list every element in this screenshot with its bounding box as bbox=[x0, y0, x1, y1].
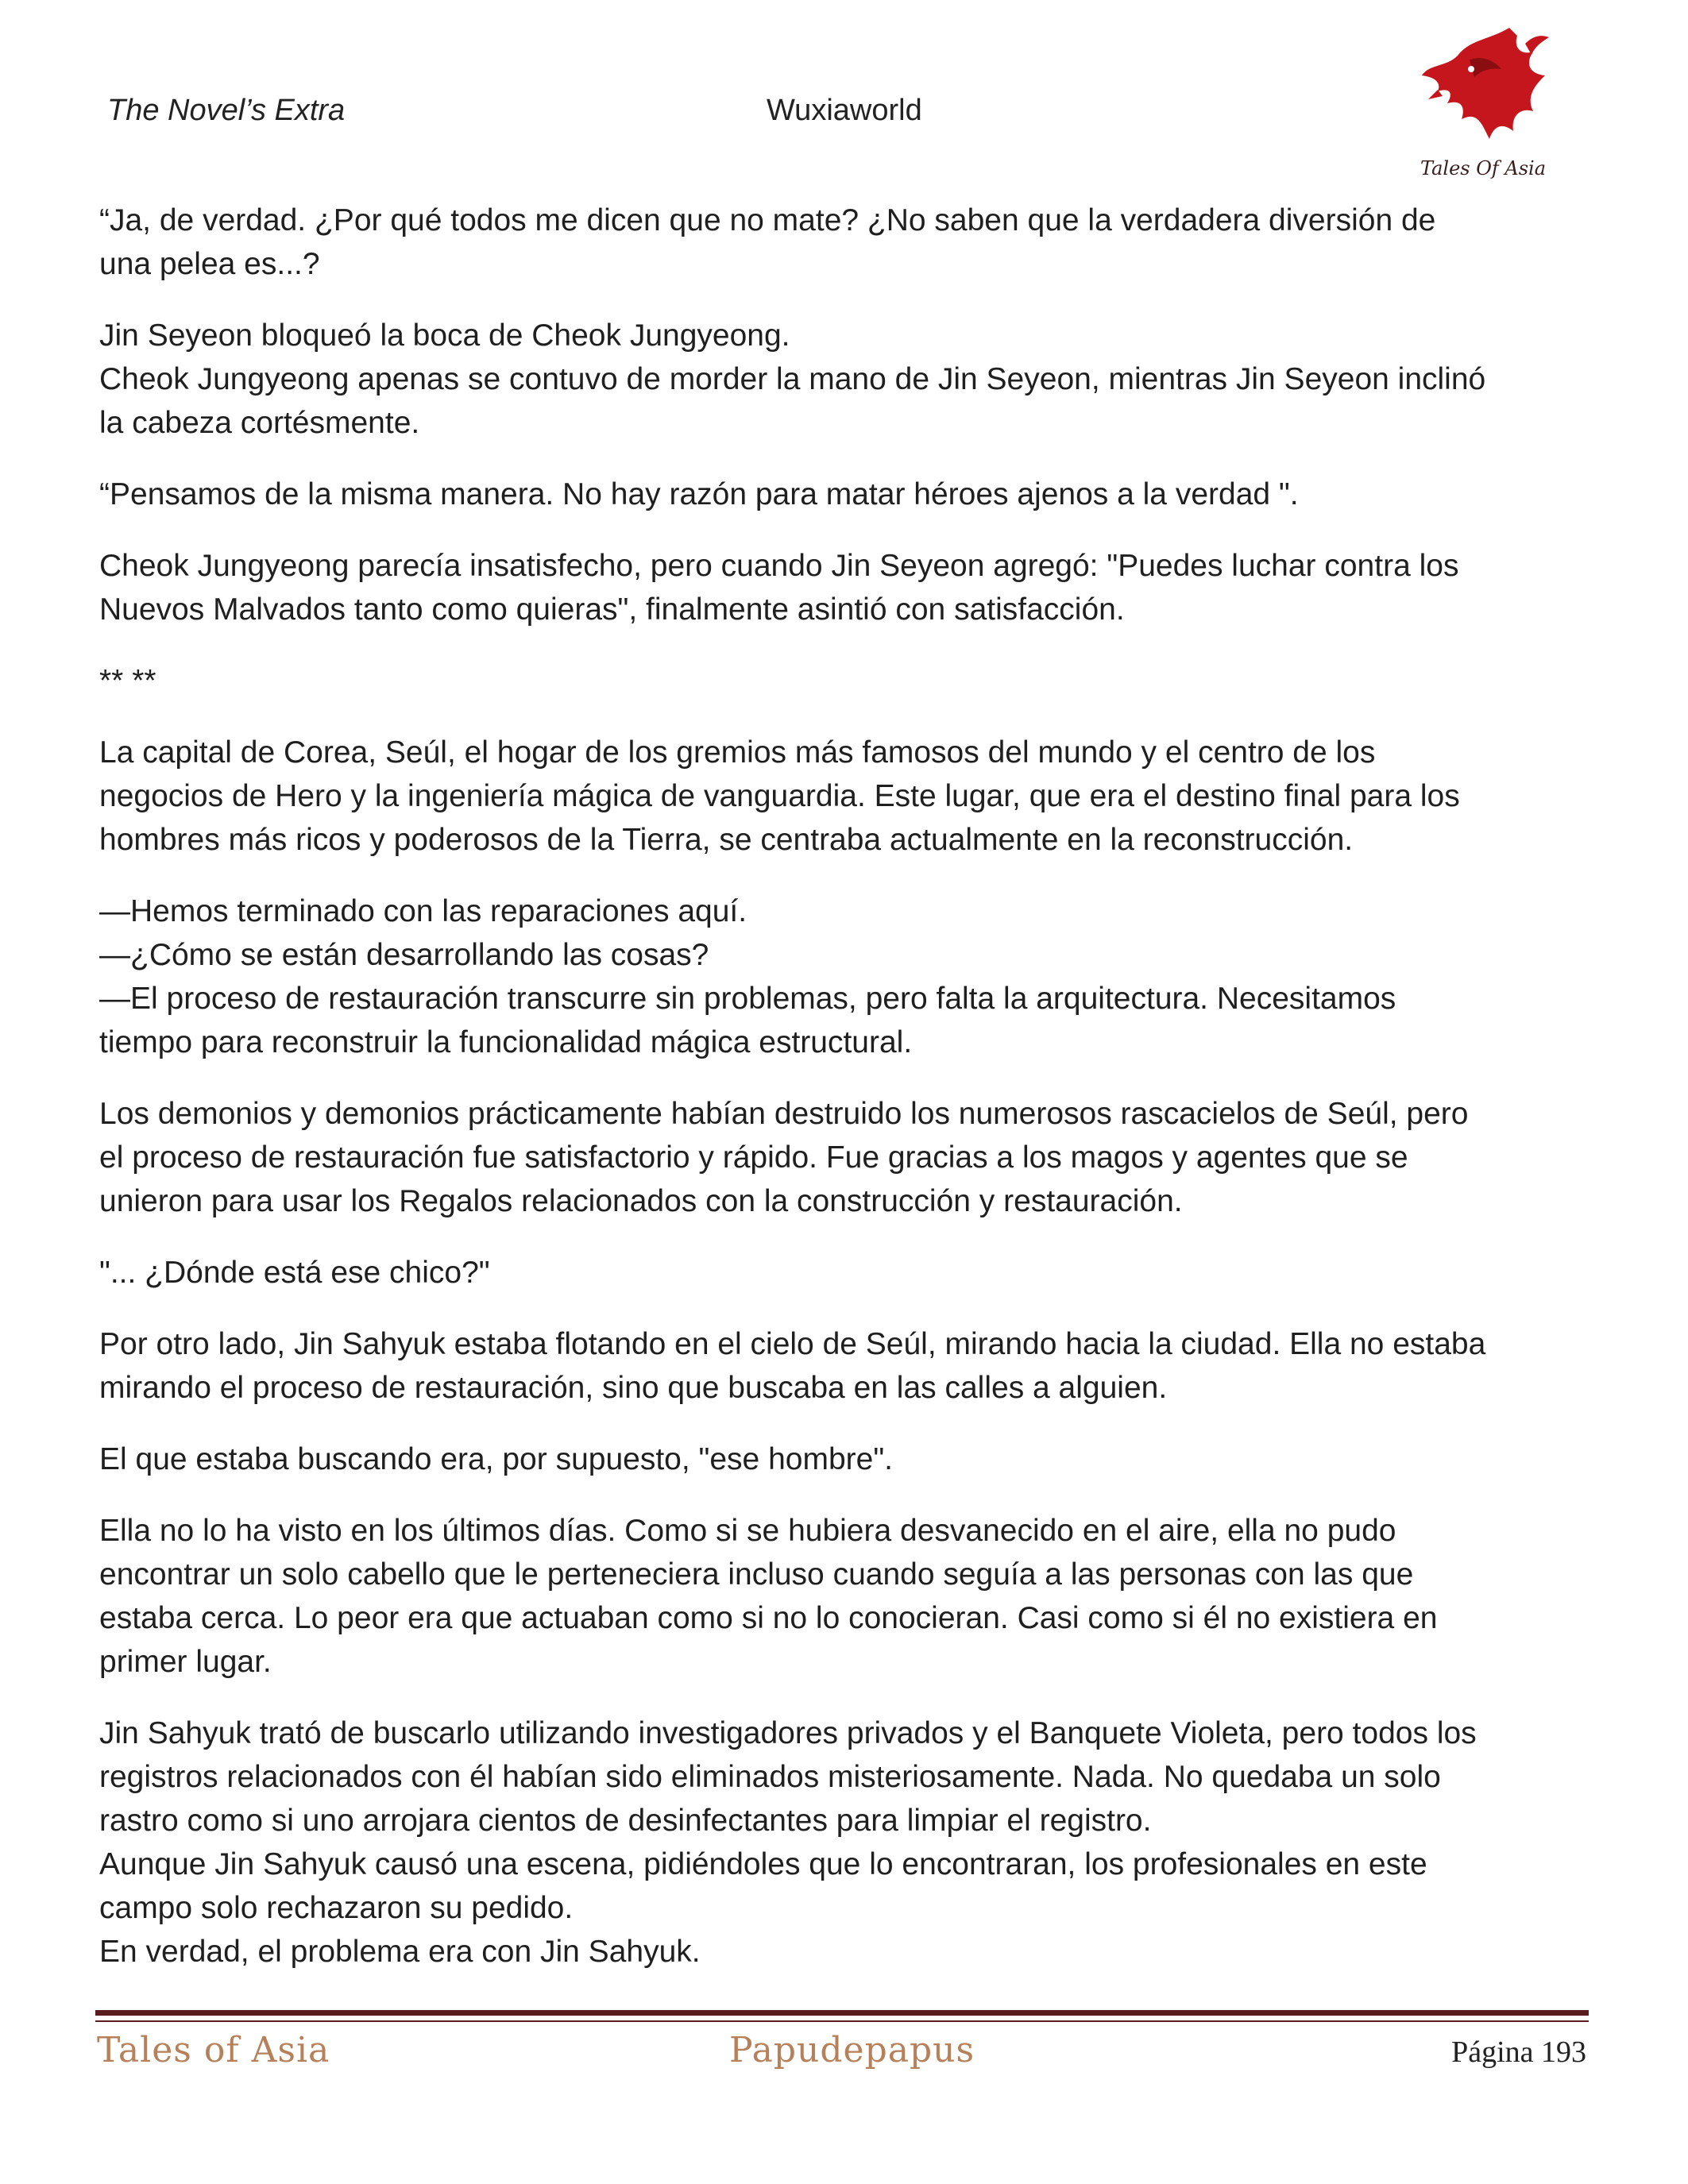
paragraph-line: Cheok Jungyeong apenas se contuvo de morder la mano de Jin Seyeon, mientras Jin Seyeon inclinó bbox=[99, 362, 1486, 396]
paragraph-line: campo solo rechazaron su pedido. bbox=[99, 1891, 574, 1925]
paragraph-line: Jin Sahyuk trató de buscarlo utilizando investigadores privados y el Banquete Violeta, pero todos los bbox=[99, 1716, 1477, 1750]
paragraph bbox=[99, 199, 1593, 286]
footer-rule-thin bbox=[95, 2020, 1589, 2022]
paragraph-line: —Hemos terminado con las reparaciones aquí. bbox=[99, 894, 747, 928]
paragraph-line: —El proceso de restauración transcurre sin problemas, pero falta la arquitectura. Necesitamos bbox=[99, 982, 1396, 1016]
paragraph-line: “Pensamos de la misma manera. No hay razón para matar héroes ajenos a la verdad ". bbox=[99, 477, 1299, 511]
paragraph-line: tiempo para reconstruir la funcionalidad mágica estructural. bbox=[99, 1025, 913, 1059]
dragon-icon bbox=[1414, 20, 1553, 187]
paragraph-line: “Ja, de verdad. ¿Por qué todos me dicen que no mate? ¿No saben que la verdadera diversión de bbox=[99, 203, 1436, 237]
paragraph-line: Ella no lo ha visto en los últimos días. Como si se hubiera desvanecido en el aire, ella no pudo bbox=[99, 1514, 1396, 1548]
paragraph-line: Cheok Jungyeong parecía insatisfecho, pero cuando Jin Seyeon agregó: "Puedes luchar contra los bbox=[99, 549, 1459, 583]
paragraph bbox=[99, 731, 1593, 862]
paragraph-line: Aunque Jin Sahyuk causó una escena, pidiéndoles que lo encontraran, los profesionales en este bbox=[99, 1847, 1427, 1881]
paragraph-line: el proceso de restauración fue satisfactorio y rápido. Fue gracias a los magos y agentes que se bbox=[99, 1140, 1408, 1175]
paragraph bbox=[99, 544, 1593, 631]
paragraph-line: Por otro lado, Jin Sahyuk estaba flotando en el cielo de Seúl, mirando hacia la ciudad. Ella no estaba bbox=[99, 1327, 1486, 1361]
paragraph-line: ** ** bbox=[99, 664, 156, 698]
paragraph-line: una pelea es...? bbox=[99, 247, 320, 281]
footer-rule-thick bbox=[95, 2010, 1589, 2016]
chapter-text bbox=[99, 199, 1593, 2001]
paragraph-line: primer lugar. bbox=[99, 1645, 272, 1679]
paragraph-line: Los demonios y demonios prácticamente habían destruido los numerosos rascacielos de Seúl, pero bbox=[99, 1097, 1469, 1131]
paragraph bbox=[99, 1509, 1593, 1684]
paragraph bbox=[99, 1092, 1593, 1223]
paragraph bbox=[99, 1711, 1593, 1974]
paragraph bbox=[99, 889, 1593, 1064]
paragraph-line: estaba cerca. Lo peor era que actuaban como si no lo conocieran. Casi como si él no existiera en bbox=[99, 1601, 1438, 1635]
paragraph bbox=[99, 473, 1593, 516]
footer-site-name: Tales of Asia bbox=[97, 2030, 330, 2070]
paragraph bbox=[99, 1437, 1593, 1481]
paragraph-line: La capital de Corea, Seúl, el hogar de los gremios más famosos del mundo y el centro de los bbox=[99, 735, 1376, 770]
paragraph-line: El que estaba buscando era, por supuesto, "ese hombre". bbox=[99, 1442, 893, 1476]
svg-text:Tales Of Asia: Tales Of Asia bbox=[1420, 157, 1547, 179]
paragraph-line: En verdad, el problema era con Jin Sahyuk. bbox=[99, 1935, 701, 1969]
paragraph-line: —¿Cómo se están desarrollando las cosas? bbox=[99, 938, 709, 972]
paragraph-line: la cabeza cortésmente. bbox=[99, 406, 420, 440]
paragraph-line: "... ¿Dónde está ese chico?" bbox=[99, 1256, 490, 1290]
paragraph-line: Nuevos Malvados tanto como quieras", finalmente asintió con satisfacción. bbox=[99, 592, 1125, 627]
paragraph-line: negocios de Hero y la ingeniería mágica de vanguardia. Este lugar, que era el destino final para los bbox=[99, 779, 1460, 813]
footer-translator: Papudepapus bbox=[729, 2030, 975, 2070]
paragraph-line: unieron para usar los Regalos relacionados con la construcción y restauración. bbox=[99, 1184, 1183, 1218]
paragraph-line: hombres más ricos y poderosos de la Tierra, se centraba actualmente en la reconstrucción. bbox=[99, 823, 1354, 857]
paragraph bbox=[99, 1322, 1593, 1410]
paragraph bbox=[99, 1251, 1593, 1295]
paragraph-line: mirando el proceso de restauración, sino que buscaba en las calles a alguien. bbox=[99, 1371, 1168, 1405]
paragraph bbox=[99, 659, 1593, 703]
header-novel-title: The Novel’s Extra bbox=[107, 94, 346, 127]
paragraph-line: encontrar un solo cabello que le perteneciera incluso cuando seguía a las personas con las que bbox=[99, 1557, 1414, 1592]
tales-of-asia-logo bbox=[1414, 20, 1553, 187]
paragraph-line: registros relacionados con él habían sido eliminados misteriosamente. Nada. No quedaba un solo bbox=[99, 1760, 1441, 1794]
header-source: Wuxiaworld bbox=[767, 94, 922, 127]
paragraph bbox=[99, 314, 1593, 445]
paragraph-line: Jin Seyeon bloqueó la boca de Cheok Jungyeong. bbox=[99, 318, 790, 353]
page-number: Página 193 bbox=[1451, 2035, 1586, 2069]
paragraph-line: rastro como si uno arrojara cientos de desinfectantes para limpiar el registro. bbox=[99, 1804, 1152, 1838]
